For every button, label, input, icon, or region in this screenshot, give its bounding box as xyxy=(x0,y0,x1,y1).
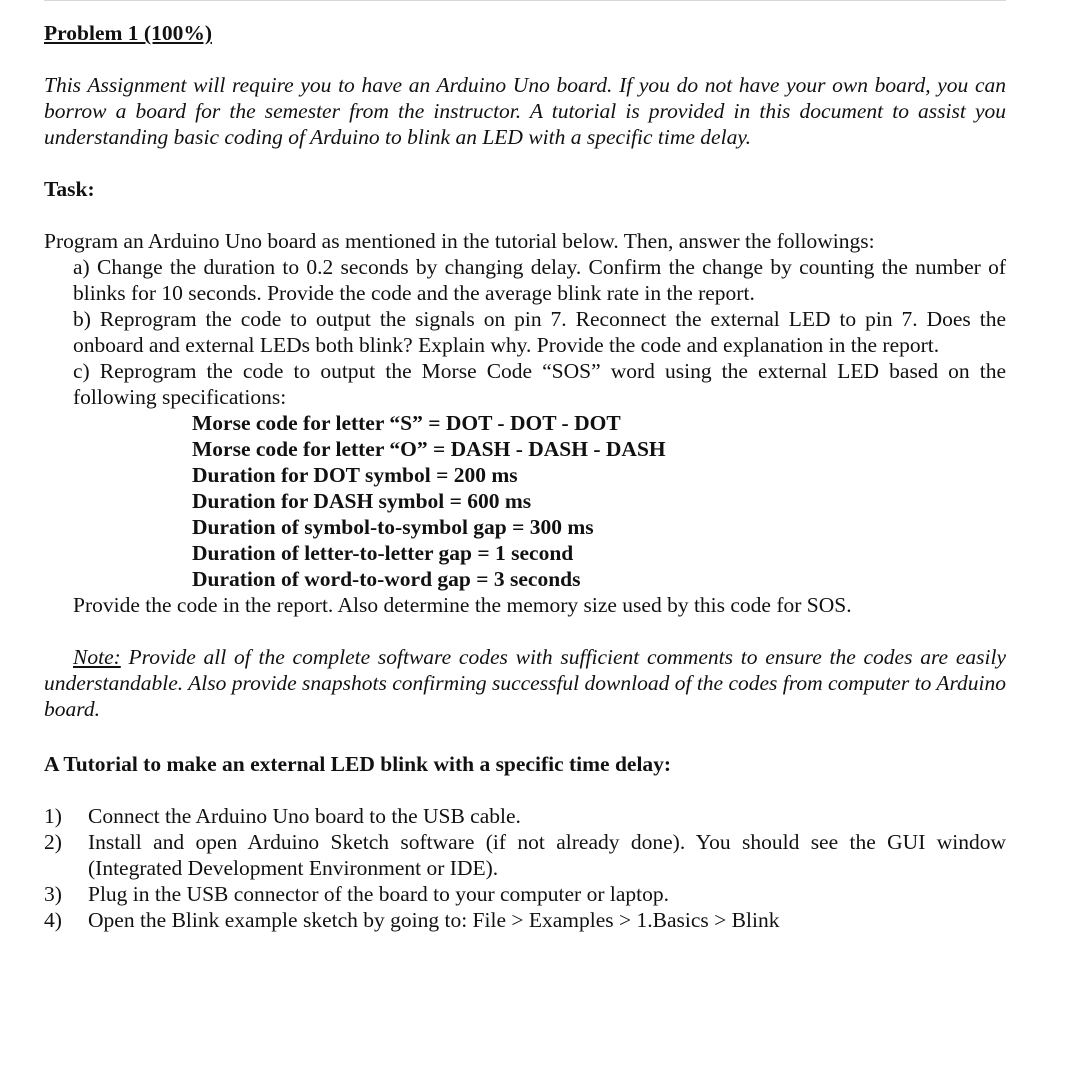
spec-word-gap: Duration of word-to-word gap = 3 seconds xyxy=(192,567,581,591)
spec-letter-s: Morse code for letter “S” = DOT - DOT - DOT xyxy=(192,411,621,435)
spec-symbol-gap: Duration of symbol-to-symbol gap = 300 ms xyxy=(192,515,594,539)
step-text: Open the Blink example sketch by going to: File > Examples > 1.Basics > Blink xyxy=(88,908,780,932)
spec-letter-gap: Duration of letter-to-letter gap = 1 second xyxy=(192,541,574,565)
note-label: Note: xyxy=(73,645,121,669)
spec-dash-duration: Duration for DASH symbol = 600 ms xyxy=(192,489,532,513)
task-lead: Program an Arduino Uno board as mentioned in the tutorial below. Then, answer the followings: xyxy=(44,229,875,253)
step-text: Install and open Arduino Sketch software (if not already done). You should see the GUI window (Integrated Development Environment or IDE). xyxy=(88,830,1006,880)
task-item-a: a) Change the duration to 0.2 seconds by changing delay. Confirm the change by counting the number of blinks for 10 seconds. Provide the code and the average blink rate in the report. xyxy=(73,255,1006,305)
task-heading: Task: xyxy=(44,177,95,201)
task-provide: Provide the code in the report. Also determine the memory size used by this code for SOS. xyxy=(73,593,852,617)
tutorial-step xyxy=(44,829,1006,881)
problem-title: Problem 1 (100%) xyxy=(44,21,212,45)
note-text: Provide all of the complete software codes with sufficient comments to ensure the codes are easily understandable. Also provide snapshots confirming successful download of the codes from computer to Arduino board. xyxy=(44,645,1006,721)
spec-dot-duration: Duration for DOT symbol = 200 ms xyxy=(192,463,518,487)
task-item-b: b) Reprogram the code to output the signals on pin 7. Reconnect the external LED to pin 7. Does the onboard and external LEDs both blink? Explain why. Provide the code and explanation in the report. xyxy=(73,307,1006,357)
step-number: 2) xyxy=(44,830,62,854)
step-number: 3) xyxy=(44,882,62,906)
tutorial-step xyxy=(44,881,1006,907)
tutorial-step xyxy=(44,907,1006,933)
page-top-rule xyxy=(44,0,1006,1)
step-text: Plug in the USB connector of the board to your computer or laptop. xyxy=(88,882,669,906)
morse-specifications xyxy=(192,410,666,592)
note-paragraph xyxy=(44,644,1006,722)
spec-letter-o: Morse code for letter “O” = DASH - DASH - DASH xyxy=(192,437,666,461)
step-number: 1) xyxy=(44,804,62,828)
problem-intro: This Assignment will require you to have an Arduino Uno board. If you do not have your own board, you can borrow a board for the semester from the instructor. A tutorial is provided in this document to assist you understanding basic coding of Arduino to blink an LED with a specific time delay. xyxy=(44,73,1006,149)
tutorial-heading: A Tutorial to make an external LED blink with a specific time delay: xyxy=(44,752,672,776)
task-item-c: c) Reprogram the code to output the Morse Code “SOS” word using the external LED based on the following specifications: xyxy=(73,359,1006,409)
tutorial-steps xyxy=(44,803,1006,933)
tutorial-step xyxy=(44,803,1006,829)
step-number: 4) xyxy=(44,908,62,932)
step-text: Connect the Arduino Uno board to the USB cable. xyxy=(88,804,521,828)
